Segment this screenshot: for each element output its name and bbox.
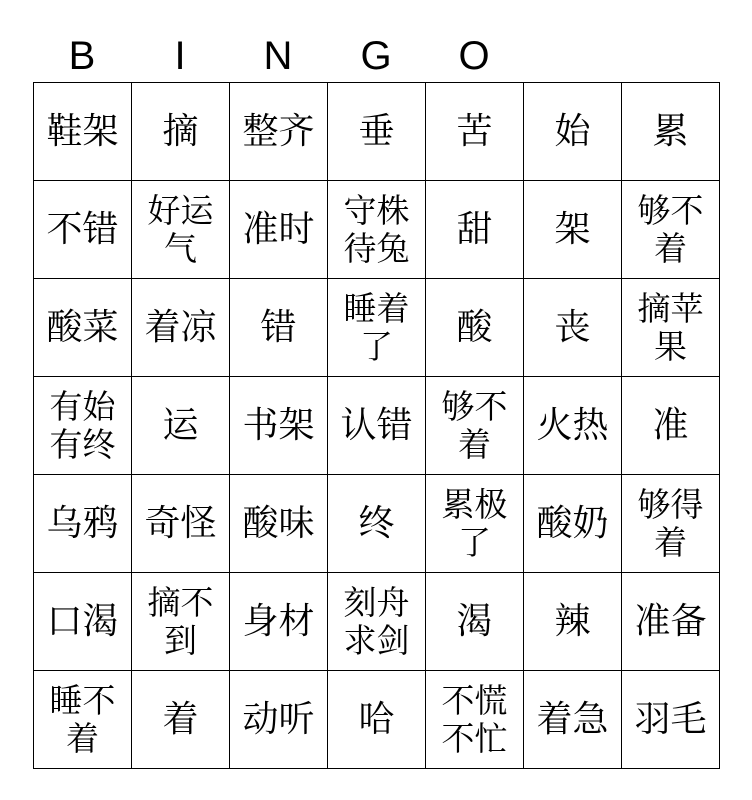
- bingo-cell-text: 睡不着: [49, 680, 116, 758]
- bingo-cell[interactable]: [622, 573, 720, 671]
- bingo-cell-text: 终: [358, 502, 395, 544]
- bingo-cell[interactable]: [426, 377, 524, 475]
- bingo-cell[interactable]: [328, 671, 426, 769]
- bingo-cell[interactable]: [328, 475, 426, 573]
- bingo-cell[interactable]: [328, 377, 426, 475]
- bingo-cell-text: 着凉: [144, 306, 217, 348]
- bingo-cell-text: 鞋架: [46, 110, 119, 152]
- bingo-cell-text: 睡着了: [343, 288, 410, 366]
- bingo-cell-text: 够得着: [637, 484, 704, 562]
- bingo-cell[interactable]: [230, 279, 328, 377]
- header-letter-o: O: [458, 34, 490, 78]
- bingo-cell-text: 苦: [456, 110, 493, 152]
- bingo-cell-text: 好运气: [147, 190, 214, 268]
- bingo-cell-text: 不错: [46, 208, 119, 250]
- bingo-cell[interactable]: [328, 83, 426, 181]
- bingo-cell-text: 准: [652, 404, 689, 446]
- bingo-cell-text: 不慌不忙: [441, 680, 508, 758]
- bingo-cell-text: 架: [554, 208, 591, 250]
- bingo-cell-text: 羽毛: [634, 698, 707, 740]
- bingo-cell-text: 够不着: [441, 386, 508, 464]
- bingo-cell[interactable]: [328, 279, 426, 377]
- header-letter-i: I: [174, 34, 186, 78]
- bingo-cell-text: 准备: [634, 600, 707, 642]
- bingo-cell[interactable]: [230, 573, 328, 671]
- bingo-cell-text: 渴: [456, 600, 493, 642]
- bingo-cell-text: 累极了: [441, 484, 508, 562]
- bingo-cell-text: 摘不到: [147, 582, 214, 660]
- bingo-cell[interactable]: [34, 573, 132, 671]
- bingo-cell[interactable]: [132, 279, 230, 377]
- bingo-cell[interactable]: [524, 279, 622, 377]
- bingo-cell-text: 乌鸦: [46, 502, 119, 544]
- bingo-cell-text: 酸菜: [46, 306, 119, 348]
- bingo-cell-text: 着急: [536, 698, 609, 740]
- bingo-cell-text: 口渴: [46, 600, 119, 642]
- bingo-cell[interactable]: [230, 671, 328, 769]
- bingo-cell[interactable]: [524, 671, 622, 769]
- bingo-cell-text: 有始有终: [49, 386, 116, 464]
- bingo-cell[interactable]: [622, 181, 720, 279]
- bingo-cell-text: 认错: [340, 404, 413, 446]
- bingo-cell[interactable]: [132, 377, 230, 475]
- bingo-cell-text: 书架: [242, 404, 315, 446]
- bingo-cell[interactable]: [230, 475, 328, 573]
- bingo-cell-text: 整齐: [242, 110, 315, 152]
- bingo-cell-text: 始: [554, 110, 591, 152]
- header-letter-b: B: [68, 34, 96, 78]
- bingo-cell[interactable]: [230, 83, 328, 181]
- bingo-cell-text: 摘: [162, 110, 199, 152]
- bingo-cell[interactable]: [524, 475, 622, 573]
- bingo-cell[interactable]: [34, 671, 132, 769]
- bingo-cell-text: 守株待兔: [343, 190, 410, 268]
- bingo-cell[interactable]: [426, 475, 524, 573]
- bingo-header: [33, 30, 523, 82]
- bingo-cell[interactable]: [132, 475, 230, 573]
- bingo-cell[interactable]: [622, 475, 720, 573]
- bingo-cell[interactable]: [132, 181, 230, 279]
- bingo-cell-text: 着: [162, 698, 199, 740]
- bingo-cell-text: 准时: [242, 208, 315, 250]
- header-letter-n: N: [263, 34, 293, 78]
- bingo-cell[interactable]: [524, 573, 622, 671]
- bingo-cell[interactable]: [524, 181, 622, 279]
- bingo-cell[interactable]: [132, 83, 230, 181]
- bingo-cell[interactable]: [426, 279, 524, 377]
- bingo-cell-text: 动听: [242, 698, 315, 740]
- bingo-cell[interactable]: [328, 573, 426, 671]
- bingo-cell[interactable]: [132, 573, 230, 671]
- bingo-cell-text: 错: [260, 306, 297, 348]
- bingo-cell[interactable]: [426, 671, 524, 769]
- bingo-cell[interactable]: [524, 83, 622, 181]
- bingo-cell-text: 摘苹果: [637, 288, 704, 366]
- bingo-cell-text: 甜: [456, 208, 493, 250]
- bingo-cell[interactable]: [426, 83, 524, 181]
- bingo-cell-text: 酸奶: [536, 502, 609, 544]
- bingo-cell-text: 垂: [358, 110, 395, 152]
- bingo-cell[interactable]: [328, 181, 426, 279]
- bingo-cell-text: 酸: [456, 306, 493, 348]
- bingo-cell[interactable]: [622, 377, 720, 475]
- bingo-cell[interactable]: [34, 475, 132, 573]
- bingo-cell-text: 累: [652, 110, 689, 152]
- bingo-cell[interactable]: [34, 181, 132, 279]
- bingo-cell-text: 奇怪: [144, 502, 217, 544]
- bingo-cell[interactable]: [132, 671, 230, 769]
- bingo-cell[interactable]: [230, 377, 328, 475]
- bingo-cell[interactable]: [230, 181, 328, 279]
- bingo-cell[interactable]: [622, 83, 720, 181]
- bingo-cell[interactable]: [524, 377, 622, 475]
- bingo-cell-text: 运: [162, 404, 199, 446]
- bingo-grid: [33, 82, 720, 769]
- bingo-cell[interactable]: [622, 279, 720, 377]
- bingo-cell[interactable]: [426, 181, 524, 279]
- bingo-cell[interactable]: [426, 573, 524, 671]
- bingo-cell-text: 够不着: [637, 190, 704, 268]
- bingo-cell[interactable]: [34, 377, 132, 475]
- header-letter-g: G: [360, 34, 392, 78]
- bingo-cell[interactable]: [622, 671, 720, 769]
- bingo-cell-text: 丧: [554, 306, 591, 348]
- bingo-cell[interactable]: [34, 83, 132, 181]
- bingo-cell[interactable]: [34, 279, 132, 377]
- bingo-cell-text: 哈: [358, 698, 395, 740]
- bingo-cell-text: 刻舟求剑: [343, 582, 410, 660]
- bingo-cell-text: 身材: [242, 600, 315, 642]
- bingo-cell-text: 酸味: [242, 502, 315, 544]
- bingo-cell-text: 火热: [536, 404, 609, 446]
- bingo-cell-text: 辣: [554, 600, 591, 642]
